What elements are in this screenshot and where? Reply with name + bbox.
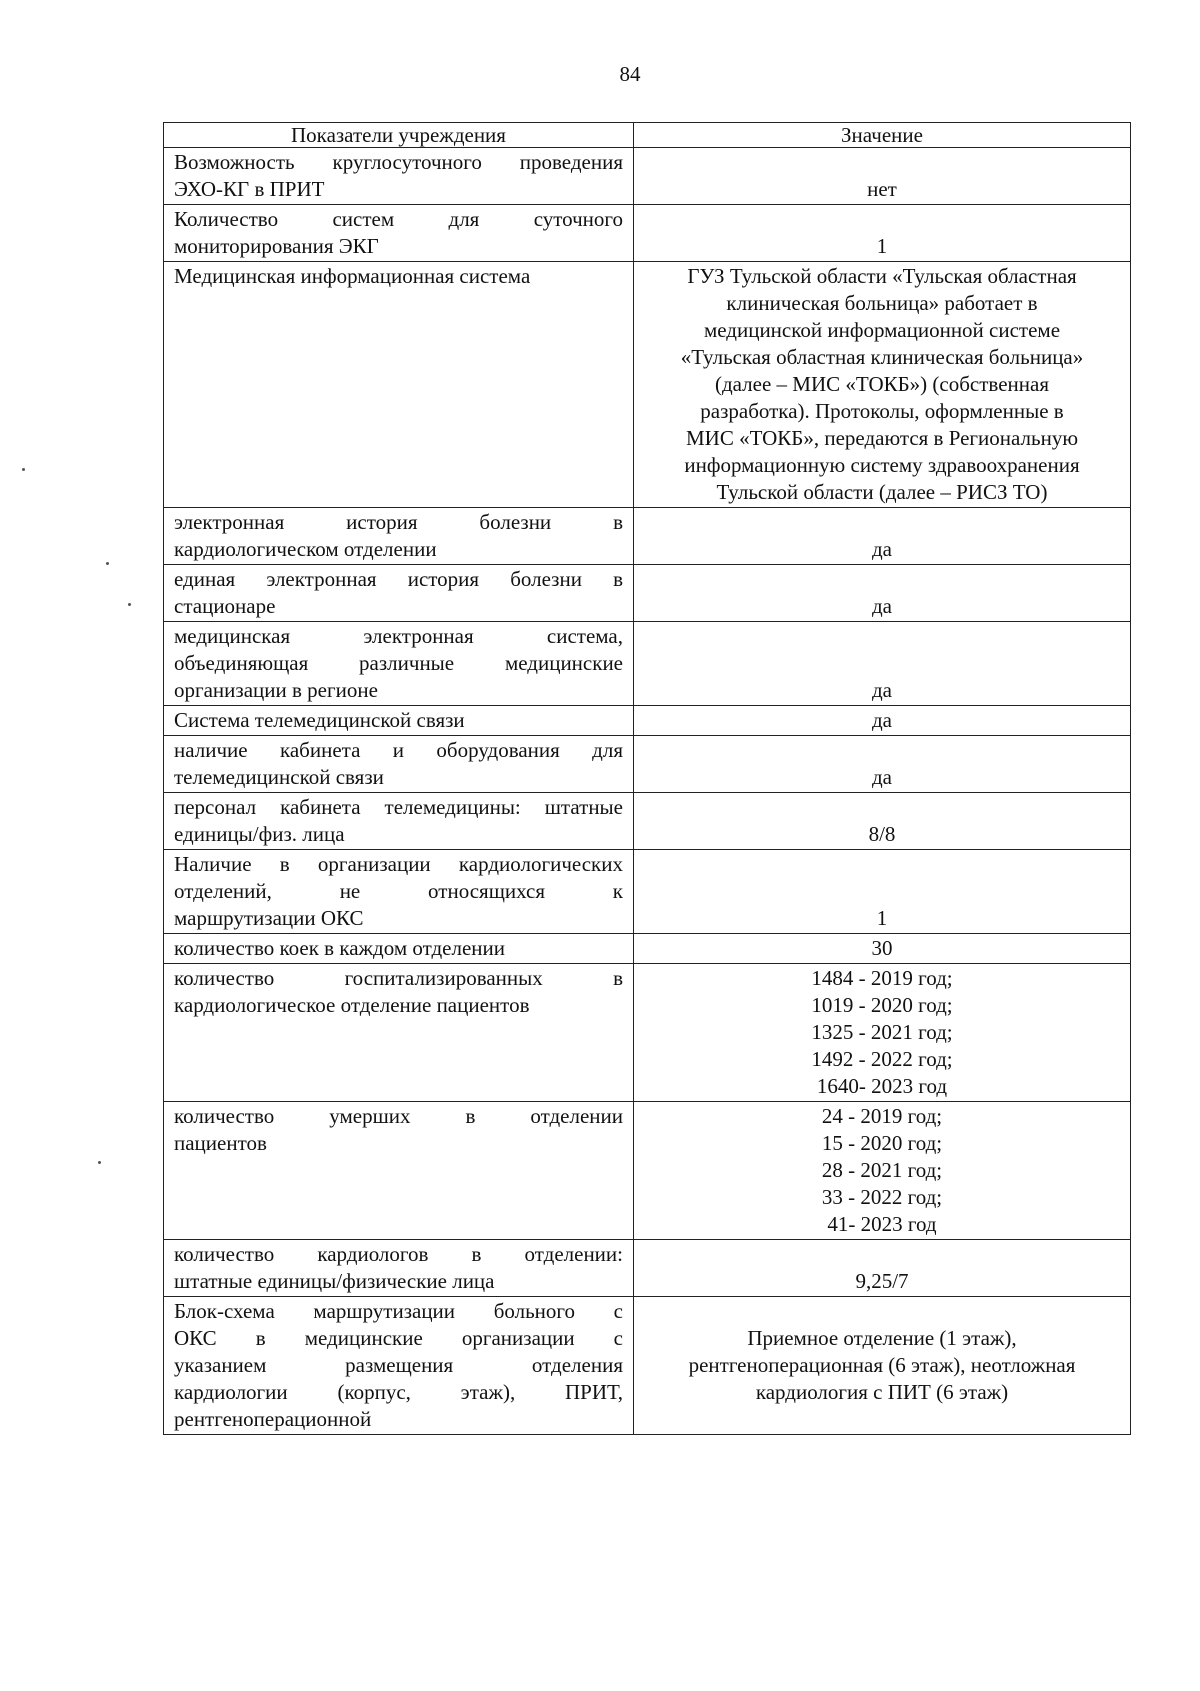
indicator-line: единая электронная история болезни в (174, 567, 623, 591)
indicators-table (163, 122, 1131, 1435)
indicator-cell (164, 1240, 634, 1297)
value-line: Приемное отделение (1 этаж), (747, 1326, 1017, 1350)
value-line: да (871, 708, 892, 732)
scan-speck (128, 603, 131, 606)
indicator-cell (164, 565, 634, 622)
indicator-line: пациентов (174, 1131, 267, 1155)
value-line: 9,25/7 (855, 1269, 909, 1293)
value-cell (634, 1102, 1131, 1240)
value-line: да (871, 765, 892, 789)
value-line: 28 - 2021 год; (821, 1158, 943, 1182)
table-row (164, 262, 1131, 508)
indicator-line: штатные единицы/физические лица (174, 1269, 495, 1293)
value-cell (634, 148, 1131, 205)
indicator-line: Возможность круглосуточного проведения (174, 150, 623, 174)
value-cell (634, 508, 1131, 565)
table-row (164, 1102, 1131, 1240)
value-line: 33 - 2022 год; (821, 1185, 943, 1209)
indicator-cell (164, 1102, 634, 1240)
table-row (164, 205, 1131, 262)
indicator-line: количество умерших в отделении (174, 1104, 623, 1128)
header-value: Значение (634, 123, 1131, 148)
indicator-line: электронная история болезни в (174, 510, 623, 534)
header-indicator: Показатели учреждения (164, 123, 634, 148)
indicator-cell (164, 850, 634, 934)
value-line: 24 - 2019 год; (821, 1104, 943, 1128)
value-line: 1019 - 2020 год; (811, 993, 953, 1017)
table-row (164, 706, 1131, 736)
indicator-line: отделений, не относящихся к (174, 879, 623, 903)
indicator-line: наличие кабинета и оборудования для (174, 738, 623, 762)
table-row (164, 508, 1131, 565)
value-line: 15 - 2020 год; (821, 1131, 943, 1155)
value-cell (634, 793, 1131, 850)
value-line: 1640- 2023 год (816, 1074, 948, 1098)
indicator-line: ОКС в медицинские организации с (174, 1326, 623, 1350)
scan-speck (98, 1161, 101, 1164)
indicator-line: кардиологическом отделении (174, 537, 437, 561)
value-cell (634, 1240, 1131, 1297)
indicator-line: кардиологии (корпус, этаж), ПРИТ, (174, 1380, 623, 1404)
table-row (164, 1240, 1131, 1297)
indicator-cell (164, 793, 634, 850)
value-line: клиническая больница» работает в (726, 291, 1038, 315)
value-cell (634, 622, 1131, 706)
value-cell (634, 205, 1131, 262)
value-line: информационную систему здравоохранения (684, 453, 1080, 477)
value-cell (634, 934, 1131, 964)
table-row (164, 964, 1131, 1102)
value-line: (далее – МИС «ТОКБ») (собственная (715, 372, 1049, 396)
value-line: 1484 - 2019 год; (811, 966, 953, 990)
indicator-line: единицы/физ. лица (174, 822, 345, 846)
indicator-cell (164, 508, 634, 565)
indicator-line: ЭХО-КГ в ПРИТ (174, 177, 325, 201)
value-line: 1325 - 2021 год; (811, 1020, 953, 1044)
indicator-line: организации в регионе (174, 678, 378, 702)
indicator-cell (164, 964, 634, 1102)
indicator-line: кардиологическое отделение пациентов (174, 993, 530, 1017)
indicator-line: указанием размещения отделения (174, 1353, 623, 1377)
page-number: 84 (619, 62, 641, 86)
value-line: 1 (876, 234, 888, 258)
table-header-row (164, 123, 1131, 148)
indicator-line: Количество систем для суточного (174, 207, 623, 231)
value-cell (634, 964, 1131, 1102)
table-row (164, 934, 1131, 964)
table-row (164, 622, 1131, 706)
value-line: 41- 2023 год (827, 1212, 937, 1236)
value-cell (634, 736, 1131, 793)
indicator-cell (164, 262, 634, 508)
value-line: 1492 - 2022 год; (811, 1047, 953, 1071)
value-cell (634, 1297, 1131, 1435)
indicator-line: рентгеноперационной (174, 1407, 372, 1431)
scan-speck (106, 562, 109, 565)
indicator-cell (164, 706, 634, 736)
indicator-line: Система телемедицинской связи (174, 708, 465, 732)
value-line: да (871, 594, 892, 618)
indicator-line: Наличие в организации кардиологических (174, 852, 623, 876)
table-row (164, 148, 1131, 205)
indicator-cell (164, 205, 634, 262)
indicator-cell (164, 622, 634, 706)
value-line: «Тульская областная клиническая больница» (680, 345, 1084, 369)
indicator-cell (164, 934, 634, 964)
indicator-cell (164, 736, 634, 793)
value-line: 8/8 (868, 822, 896, 846)
value-line: рентгеноперационная (6 этаж), неотложная (688, 1353, 1076, 1377)
value-line: МИС «ТОКБ», передаются в Региональную (685, 426, 1079, 450)
value-cell (634, 262, 1131, 508)
value-line: 1 (876, 906, 888, 930)
indicator-cell (164, 1297, 634, 1435)
value-cell (634, 565, 1131, 622)
value-line: ГУЗ Тульской области «Тульская областная (687, 264, 1077, 288)
value-line: да (871, 678, 892, 702)
value-line: нет (867, 177, 897, 201)
value-line: кардиология с ПИТ (6 этаж) (755, 1380, 1009, 1404)
scan-speck (22, 468, 25, 471)
indicator-line: стационаре (174, 594, 276, 618)
value-line: Тульской области (далее – РИСЗ ТО) (716, 480, 1048, 504)
indicator-line: телемедицинской связи (174, 765, 384, 789)
table-row (164, 793, 1131, 850)
table-row (164, 565, 1131, 622)
indicator-line: медицинская электронная система, (174, 624, 623, 648)
value-line: медицинской информационной системе (703, 318, 1061, 342)
indicator-cell (164, 148, 634, 205)
value-line: 30 (871, 936, 893, 960)
value-line: разработка). Протоколы, оформленные в (700, 399, 1064, 423)
table-row (164, 736, 1131, 793)
indicator-line: Блок-схема маршрутизации больного с (174, 1299, 623, 1323)
indicator-line: количество коек в каждом отделении (174, 936, 506, 960)
indicator-line: количество госпитализированных в (174, 966, 623, 990)
value-cell (634, 706, 1131, 736)
indicator-line: маршрутизации ОКС (174, 906, 364, 930)
indicator-line: объединяющая различные медицинские (174, 651, 623, 675)
value-line: да (871, 537, 892, 561)
indicator-line: персонал кабинета телемедицины: штатные (174, 795, 623, 819)
value-cell (634, 850, 1131, 934)
table-row (164, 1297, 1131, 1435)
indicator-line: мониторирования ЭКГ (174, 234, 379, 258)
indicator-line: количество кардиологов в отделении: (174, 1242, 623, 1266)
table-row (164, 850, 1131, 934)
indicator-line: Медицинская информационная система (174, 264, 531, 288)
